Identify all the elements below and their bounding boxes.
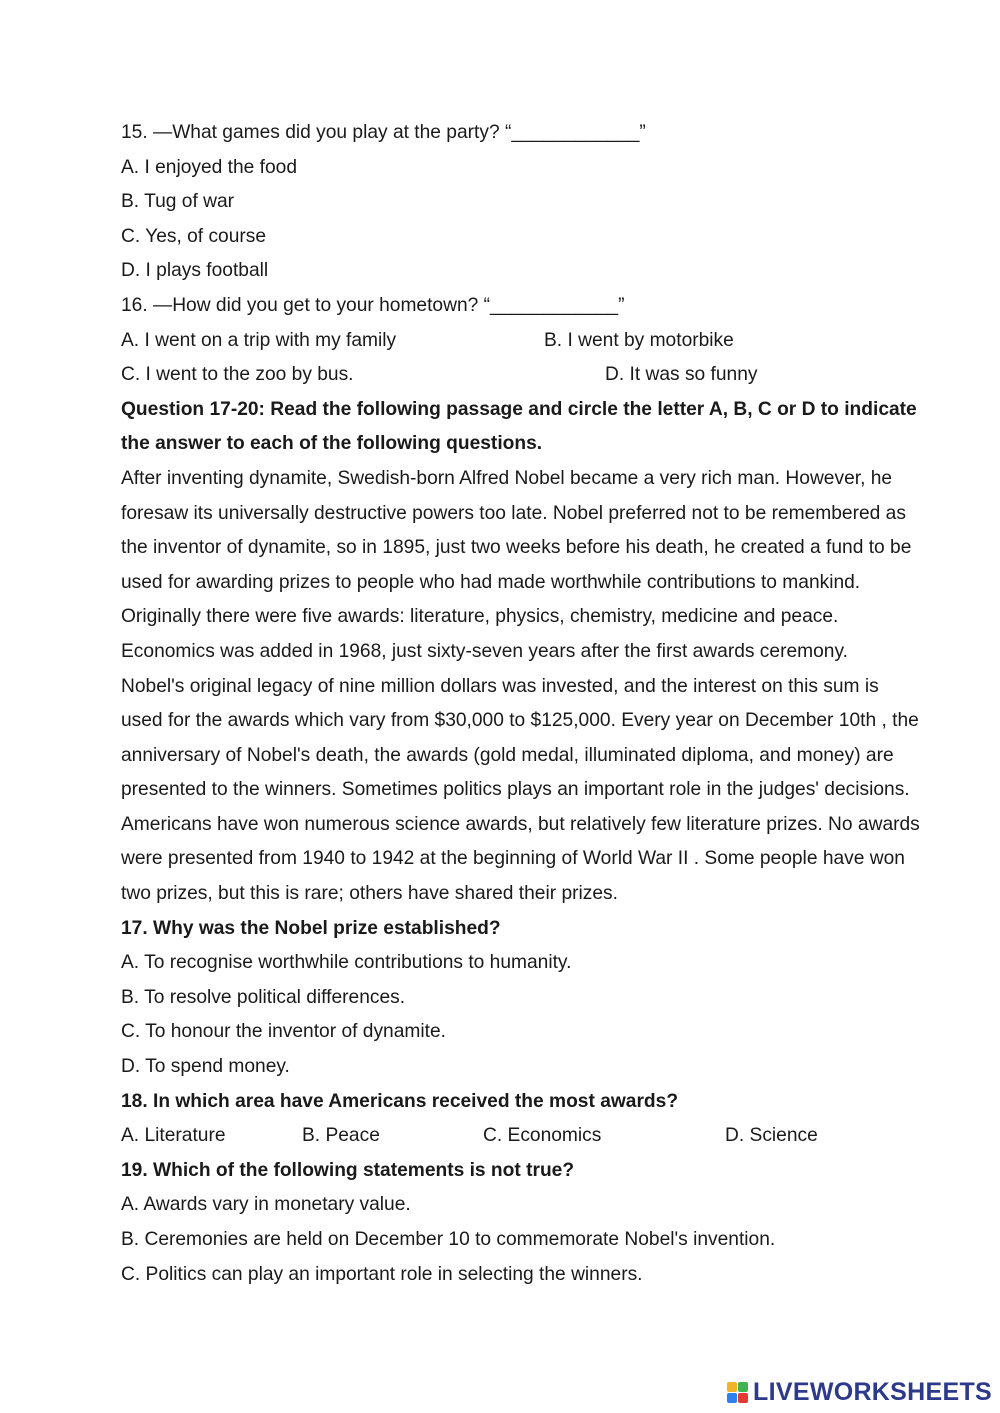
- section-heading-line1: Question 17-20: Read the following passage and circle the letter A, B, C or D to indicate: [121, 398, 917, 420]
- passage-line: Americans have won numerous science awards, but relatively few literature prizes. No awards: [121, 813, 920, 835]
- q16-option-a[interactable]: A. I went on a trip with my family: [121, 329, 397, 351]
- logo-square: [727, 1393, 737, 1403]
- logo-square: [738, 1382, 748, 1392]
- logo-square: [727, 1382, 737, 1392]
- q17-option-b[interactable]: B. To resolve political differences.: [121, 986, 406, 1008]
- q16-options-row1: [121, 324, 971, 359]
- passage-line: presented to the winners. Sometimes politics plays an important role in the judges' decisions.: [121, 779, 910, 801]
- q19-question: 19. Which of the following statements is not true?: [121, 1159, 575, 1181]
- passage-line: anniversary of Nobel's death, the awards (gold medal, illuminated diploma, and money) are: [121, 744, 894, 766]
- q18-option-d[interactable]: D. Science: [725, 1125, 818, 1147]
- passage-line: used for awarding prizes to people who had made worthwhile contributions to mankind.: [121, 571, 861, 593]
- passage-line: used for the awards which vary from $30,000 to $125,000. Every year on December 10th , the: [121, 710, 919, 732]
- q18-option-a[interactable]: A. Literature: [121, 1125, 226, 1147]
- q16-option-b[interactable]: B. I went by motorbike: [544, 329, 734, 351]
- q18-option-b[interactable]: B. Peace: [302, 1125, 380, 1147]
- worksheet-page: [121, 116, 971, 1292]
- q17-option-a[interactable]: A. To recognise worthwhile contributions to humanity.: [121, 952, 572, 974]
- q18-option-c[interactable]: C. Economics: [483, 1125, 602, 1147]
- q19-option-c[interactable]: C. Politics can play an important role in selecting the winners.: [121, 1263, 643, 1285]
- passage-line: two prizes, but this is rare; others have shared their prizes.: [121, 883, 618, 905]
- q18-question: 18. In which area have Americans received the most awards?: [121, 1090, 679, 1112]
- logo-text: LIVEWORKSHEETS: [753, 1377, 992, 1406]
- liveworksheets-logo[interactable]: [727, 1377, 992, 1407]
- q18-options-row: [121, 1119, 971, 1154]
- passage-line: Nobel's original legacy of nine million dollars was invested, and the interest on this sum is: [121, 675, 879, 697]
- passage-line: Economics was added in 1968, just sixty-seven years after the first awards ceremony.: [121, 640, 848, 662]
- passage-line: Originally there were five awards: literature, physics, chemistry, medicine and peace.: [121, 606, 839, 628]
- q16-options-row2: [121, 358, 971, 393]
- q16-option-d[interactable]: D. It was so funny: [605, 364, 758, 386]
- q15-option-c[interactable]: C. Yes, of course: [121, 225, 267, 247]
- passage-line: the inventor of dynamite, so in 1895, just two weeks before his death, he created a fund to be: [121, 537, 912, 559]
- passage-line: foresaw its universally destructive powers too late. Nobel preferred not to be remembered as: [121, 502, 906, 524]
- reading-passage: [121, 462, 971, 912]
- q17-option-c[interactable]: C. To honour the inventor of dynamite.: [121, 1021, 446, 1043]
- q15-question: 15. —What games did you play at the party? “____________”: [121, 122, 646, 143]
- q16-option-c[interactable]: C. I went to the zoo by bus.: [121, 364, 354, 386]
- q15-option-d[interactable]: D. I plays football: [121, 260, 269, 282]
- logo-square: [738, 1393, 748, 1403]
- passage-line: were presented from 1940 to 1942 at the beginning of World War II . Some people have won: [121, 848, 905, 870]
- q17-option-d[interactable]: D. To spend money.: [121, 1056, 290, 1078]
- logo-grid-icon: [727, 1382, 748, 1403]
- q16-question: 16. —How did you get to your hometown? “____________”: [121, 294, 625, 316]
- q15-option-a[interactable]: A. I enjoyed the food: [121, 156, 298, 178]
- q19-option-b[interactable]: B. Ceremonies are held on December 10 to commemorate Nobel's invention.: [121, 1229, 776, 1250]
- q17-question: 17. Why was the Nobel prize established?: [121, 917, 501, 939]
- section-heading-line2: the answer to each of the following questions.: [121, 433, 543, 455]
- passage-line: After inventing dynamite, Swedish-born Alfred Nobel became a very rich man. However, he: [121, 467, 893, 489]
- q15-option-b[interactable]: B. Tug of war: [121, 191, 235, 213]
- q19-option-a[interactable]: A. Awards vary in monetary value.: [121, 1194, 411, 1216]
